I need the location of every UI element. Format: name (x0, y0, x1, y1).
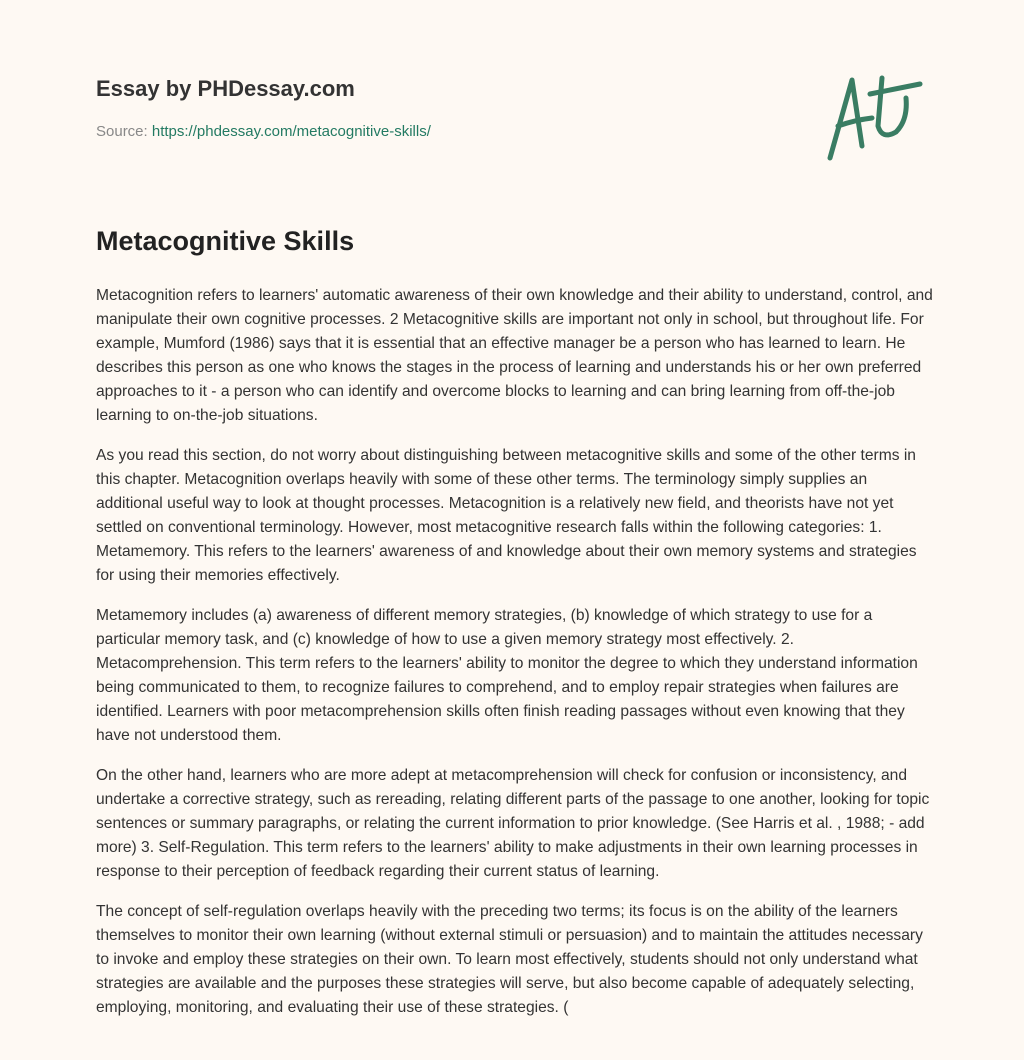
paragraph: As you read this section, do not worry about distinguishing between metacognitive skills and some of the other terms in this chapter. Metacognition overlaps heavily with some of these other terms. The terminology simply supplies an additional useful way to look at thought processes. Metacognition is a relatively new field, and theorists have not yet settled on conventional terminology. However, most metacognitive research falls within the following categories: 1. Metamemory. This refers to the learners' awareness of and knowledge about their own memory systems and strategies for using their memories effectively. (96, 447, 917, 584)
article-title: Metacognitive Skills (96, 226, 355, 256)
article-body (96, 284, 934, 1036)
source-line (96, 123, 431, 140)
paragraph: On the other hand, learners who are more adept at metacomprehension will check for confusion or inconsistency, and undertake a corrective strategy, such as rereading, relating different parts of the passage to one another, looking for topic sentences or summary paragraphs, or relating the current information to prior knowledge. (See Harris et al. , 1988; - add more) 3. Self-Regulation. This term refers to the learners' ability to make adjustments in their own learning processes in response to their perception of feedback regarding their current status of learning. (96, 767, 930, 880)
paragraph: Metamemory includes (a) awareness of different memory strategies, (b) knowledge of which strategy to use for a particular memory task, and (c) knowledge of how to use a given memory strategy most effectively. 2. Metacomprehension. This term refers to the learners' ability to monitor the degree to which they understand information being communicated to them, to recognize failures to comprehend, and to employ repair strategies when failures are identified. Learners with poor metacomprehension skills often finish reading passages without even knowing that they have not understood them. (96, 607, 918, 744)
paragraph: Metacognition refers to learners' automatic awareness of their own knowledge and their ability to understand, control, and manipulate their own cognitive processes. 2 Metacognitive skills are important not only in school, but throughout life. For example, Mumford (1986) says that it is essential that an effective manager be a person who has learned to learn. He describes this person as one who knows the stages in the process of learning and understands his or her own preferred approaches to it - a person who can identify and overcome blocks to learning and can bring learning from off-the-job learning to on-the-job situations. (96, 287, 933, 424)
a-plus-logo-icon (820, 68, 930, 168)
source-label: Source: (96, 123, 148, 140)
paragraph: The concept of self-regulation overlaps heavily with the preceding two terms; its focus is on the ability of the learners themselves to monitor their own learning (without external stimuli or persuasion) and to maintain the attitudes necessary to invoke and employ these strategies on their own. To learn most effectively, students should not only understand what strategies are available and the purposes these strategies will serve, but also become capable of adequately selecting, employing, monitoring, and evaluating their use of these strategies. ( (96, 903, 923, 1016)
site-title: Essay by PHDessay.com (96, 76, 355, 101)
source-link[interactable]: https://phdessay.com/metacognitive-skills/ (151, 123, 431, 140)
